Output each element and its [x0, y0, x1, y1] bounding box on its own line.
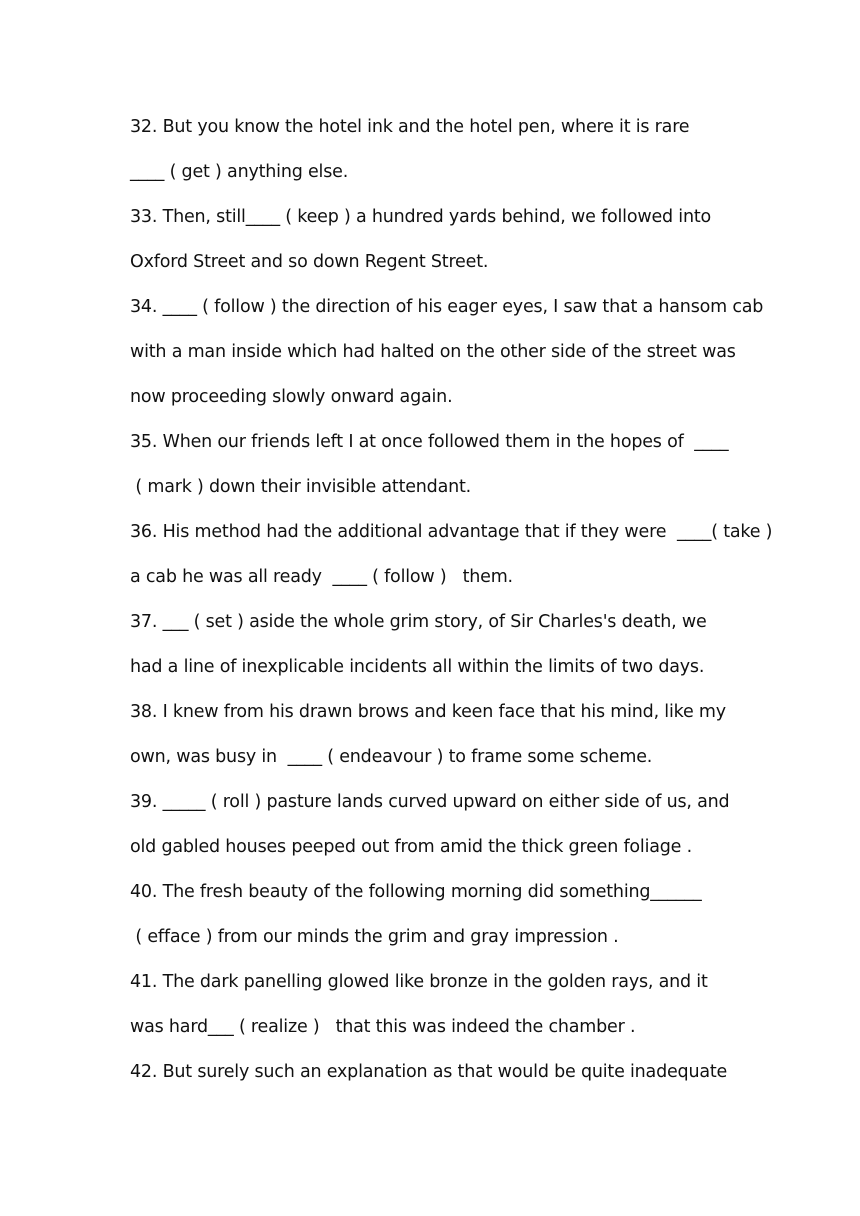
text-line: ( mark ) down their invisible attendant. [130, 477, 472, 497]
text-line: 34. ____ ( follow ) the direction of his eager eyes, I saw that a hansom cab [130, 297, 764, 317]
exercise-text [130, 105, 773, 1095]
text-line: now proceeding slowly onward again. [130, 387, 453, 407]
text-line: 38. I knew from his drawn brows and keen face that his mind, like my [130, 702, 726, 722]
text-line: 36. His method had the additional advantage that if they were ____( take ) [130, 522, 773, 542]
text-line: 40. The fresh beauty of the following morning did something______ [130, 882, 702, 902]
text-line: 33. Then, still____ ( keep ) a hundred yards behind, we followed into [130, 207, 712, 227]
text-line: old gabled houses peeped out from amid the thick green foliage . [130, 837, 692, 857]
text-line: was hard___ ( realize ) that this was indeed the chamber . [130, 1017, 636, 1037]
text-line: 32. But you know the hotel ink and the hotel pen, where it is rare [130, 117, 690, 137]
text-line: ____ ( get ) anything else. [130, 162, 349, 182]
text-line: ( efface ) from our minds the grim and gray impression . [130, 927, 619, 947]
text-line: own, was busy in ____ ( endeavour ) to frame some scheme. [130, 747, 653, 767]
text-line: 37. ___ ( set ) aside the whole grim story, of Sir Charles's death, we [130, 612, 707, 632]
text-line: 42. But surely such an explanation as that would be quite inadequate [130, 1062, 728, 1082]
text-line: with a man inside which had halted on the other side of the street was [130, 342, 736, 362]
text-line: 39. _____ ( roll ) pasture lands curved upward on either side of us, and [130, 792, 730, 812]
text-line: Oxford Street and so down Regent Street. [130, 252, 489, 272]
text-line: had a line of inexplicable incidents all within the limits of two days. [130, 657, 705, 677]
text-line: 41. The dark panelling glowed like bronze in the golden rays, and it [130, 972, 708, 992]
text-line: a cab he was all ready ____ ( follow ) them. [130, 567, 513, 587]
text-line: 35. When our friends left I at once followed them in the hopes of ____ [130, 432, 729, 452]
